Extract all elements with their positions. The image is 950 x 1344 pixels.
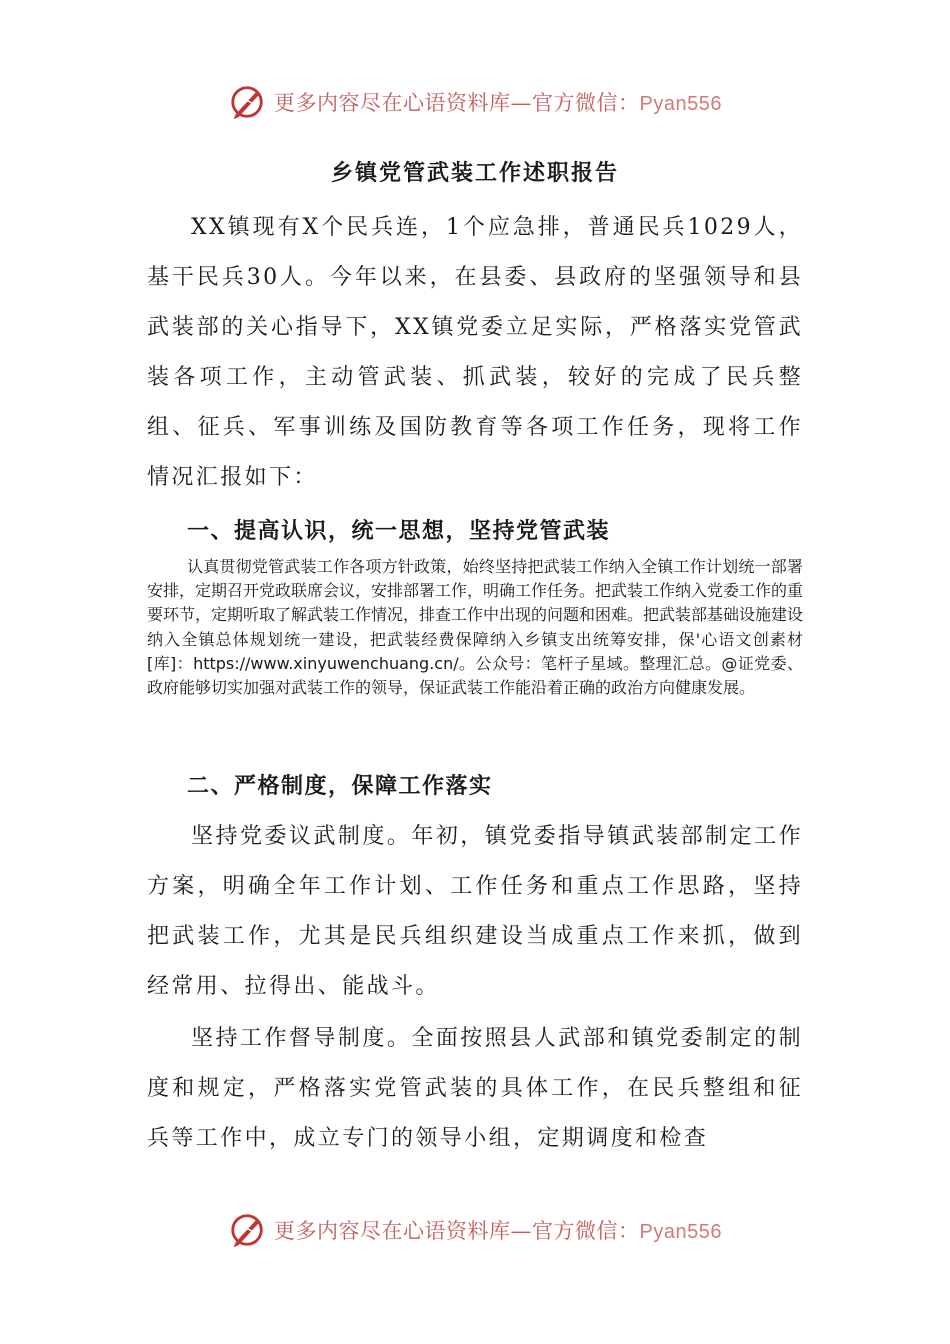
section-1-heading: 一、提高认识，统一思想，坚持党管武装 [187,518,611,544]
footer-banner [0,1208,950,1252]
banner-wechat-handle: Pyan556 [639,1221,722,1243]
banner-slogan: 更多内容尽在心语资料库—官方微信： [274,91,640,115]
header-banner [0,80,950,124]
banner-wechat-handle: Pyan556 [639,93,722,115]
banner-text [274,1215,722,1245]
banner-slogan: 更多内容尽在心语资料库—官方微信： [274,1219,640,1243]
document-title: 乡镇党管武装工作述职报告 [330,160,619,186]
pen-logo-icon [228,83,266,121]
banner-text [274,87,722,117]
intro-paragraph: XX镇现有X个民兵连，1个应急排，普通民兵1029人，基干民兵30人。今年以来，在县委、县政府的坚强领导和县武装部的关心指导下，XX镇党委立足实际，严格落实党管武装各项工作，主动管武装、抓武装，较好的完成了民兵整组、征兵、军事训练及国防教育等各项工作任务，现将工作情况汇报如下： [147,215,803,490]
section-1-paragraph: 认真贯彻党管武装工作各项方针政策，始终坚持把武装工作纳入全镇工作计划统一部署安排，定期召开党政联席会议，安排部署工作，明确工作任务。把武装工作纳入党委工作的重要环节，定期听取了解武装工作情况，排查工作中出现的问题和困难。把武装部基础设施建设纳入全镇总体规划统一建设，把武装经费保障纳入乡镇支出统筹安排，保'心语文创素材[库]：https://www.xinyuwenchuang.cn/。公众号：笔杆子星域。整理汇总。@证党委、政府能够切实加强对武装工作的领导，保证武装工作能沿着正确的政治方向健康发展。 [147,557,804,698]
section-2-paragraph-2: 坚持工作督导制度。全面按照县人武部和镇党委制定的制度和规定，严格落实党管武装的具体工作，在民兵整组和征兵等工作中，成立专门的领导小组，定期调度和检查 [147,1026,803,1151]
section-2-paragraph-1: 坚持党委议武制度。年初，镇党委指导镇武装部制定工作方案，明确全年工作计划、工作任务和重点工作思路，坚持把武装工作，尤其是民兵组织建设当成重点工作来抓，做到经常用、拉得出、能战斗。 [147,824,803,999]
section-2-heading: 二、严格制度，保障工作落实 [187,773,493,799]
pen-logo-icon [228,1211,266,1249]
